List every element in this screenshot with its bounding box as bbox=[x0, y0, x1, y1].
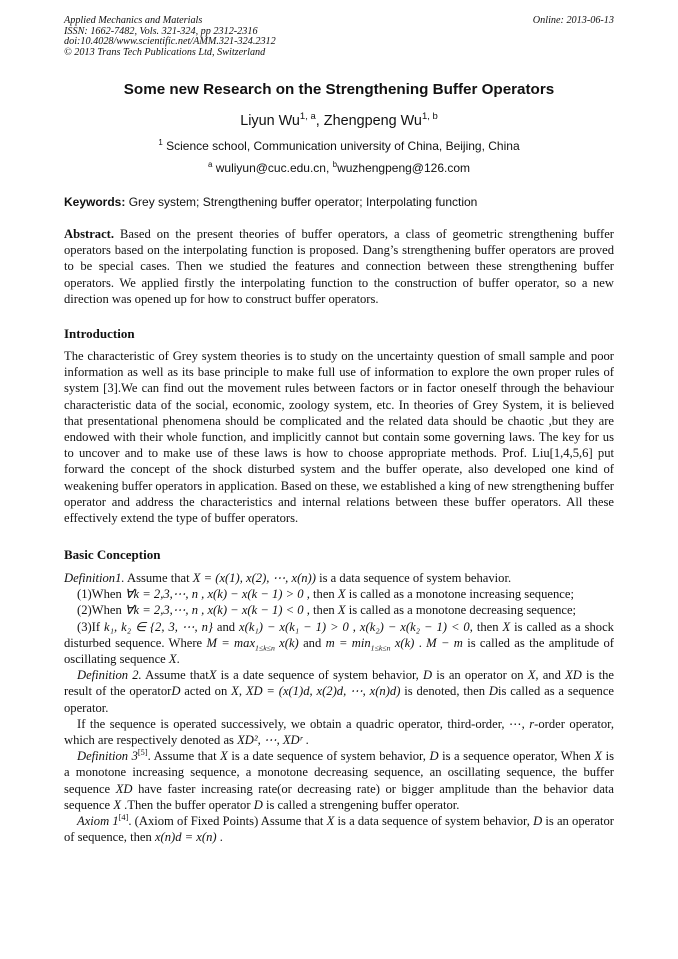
text-run: is an operator of sequence, then bbox=[64, 814, 614, 845]
symbol: D bbox=[488, 684, 498, 699]
text-run: (3)If bbox=[77, 619, 101, 634]
symbol: X bbox=[231, 684, 239, 699]
formula: M − m bbox=[426, 635, 463, 650]
condition-3 bbox=[64, 619, 614, 668]
symbol: D bbox=[171, 684, 181, 699]
subscript: 1≤k≤n bbox=[255, 643, 275, 653]
text-run: is called as a sequence operator. bbox=[64, 684, 614, 715]
symbol: X bbox=[326, 814, 335, 829]
axiom-1-label: Axiom 1 bbox=[77, 814, 119, 829]
axiom-1 bbox=[64, 813, 614, 845]
author-2: Zhengpeng Wu bbox=[323, 113, 422, 129]
text-run: then bbox=[313, 603, 335, 618]
email-a-mark: a bbox=[207, 160, 213, 169]
text-run: is the result of the operator bbox=[64, 668, 614, 699]
symbol: X bbox=[168, 652, 177, 667]
symbol: X bbox=[208, 668, 217, 683]
formula: ∀k = 2,3,⋯, n , bbox=[124, 603, 205, 618]
symbol: X bbox=[337, 603, 346, 618]
formula: x(k) − x(k − 1) > 0 , bbox=[207, 587, 310, 602]
author-separator: , bbox=[315, 113, 324, 129]
author-line bbox=[0, 113, 678, 129]
journal-copyright: © 2013 Trans Tech Publications Ltd, Switzerland bbox=[64, 46, 266, 58]
text-run: is an operator on bbox=[436, 668, 524, 683]
author-2-mark: 1, b bbox=[421, 111, 438, 123]
symbol: XD bbox=[565, 668, 582, 683]
text-run: Assume that bbox=[126, 571, 190, 585]
definition-1-label: Definition1. bbox=[64, 571, 125, 585]
text-run: x(k) bbox=[394, 635, 415, 650]
symbol: X bbox=[502, 619, 511, 634]
abstract bbox=[64, 226, 614, 307]
symbol: XD bbox=[115, 781, 133, 796]
text-run: . bbox=[305, 733, 309, 748]
text-run: x(k) bbox=[279, 635, 299, 650]
email-separator: , bbox=[325, 161, 333, 175]
definition-3 bbox=[64, 748, 614, 813]
formula: XD², ⋯, XDʳ bbox=[237, 733, 303, 748]
email-b[interactable]: wuzhengpeng@126.com bbox=[337, 161, 470, 175]
email-line bbox=[0, 161, 678, 175]
subscript: 1≤k≤n bbox=[370, 643, 391, 653]
text-run: then bbox=[313, 587, 335, 602]
text-run: . Assume that bbox=[147, 749, 217, 764]
affiliation-mark: 1 bbox=[158, 138, 163, 147]
formula: ∀k = 2,3,⋯, n , bbox=[124, 587, 205, 602]
text-run: is a sequence operator, When bbox=[442, 749, 591, 764]
symbol: D bbox=[253, 797, 263, 812]
operator-paragraph bbox=[64, 716, 614, 748]
formula: XD = (x(1)d, x(2)d, ⋯, x(n)d) bbox=[245, 684, 401, 699]
text-run: acted on bbox=[184, 684, 228, 699]
symbol: D bbox=[429, 749, 439, 764]
basic-conception-heading: Basic Conception bbox=[64, 547, 161, 562]
text-run: and bbox=[216, 619, 236, 634]
symbol: X bbox=[220, 749, 228, 764]
text-run: is a data sequence of system behavior, bbox=[337, 814, 530, 829]
formula-min bbox=[325, 635, 415, 653]
journal-issn: ISSN: 1662-7482, Vols. 321-324, pp 2312-2316 bbox=[64, 25, 258, 37]
keywords-label: Keywords: bbox=[64, 195, 126, 209]
text-run: is a date sequence of system behavior, bbox=[220, 668, 419, 683]
text-run: (1)When bbox=[77, 587, 122, 602]
text-run: is called a strengening buffer operator. bbox=[265, 797, 460, 812]
text-run: is called as the amplitude of oscillating sequence bbox=[64, 635, 614, 667]
symbol: X bbox=[337, 587, 346, 602]
online-date: Online: 2013-06-13 bbox=[532, 15, 614, 26]
text-run: . bbox=[219, 830, 223, 845]
affiliation bbox=[0, 139, 678, 153]
text-run: is a monotone increasing sequence, a monotone decreasing sequence, an oscillating sequence, the buffer sequence bbox=[64, 749, 615, 796]
text-run: If the sequence is operated successively, we obtain a quadric operator, third-order, ⋯, bbox=[77, 716, 525, 731]
text-run: , then bbox=[469, 619, 499, 634]
introduction-text: The characteristic of Grey system theories is to study on the uncertainty question of small sample and poor information as well as its base principle to make full use of information to explore the own proper rules of system [3].We can find out the movement rules between factors or in factor oneself through the behaviour characteristic data of the social, economic, zoology system, etc. In theories of Grey System, it is believed that presentational phenomena should be complicated and the related data should be chaotic ,but they are endowed with their whole function, and implicitly cannot but contain some governing laws. The key for us to uncover and to make use of these laws is how to choose appropriate methods. Prof. Liu[1,4,5,6] put forward the concept of the shock disturbed system and the buffer operate, also developed one kind of weakening buffer operators in application. Based on these, we established a king of new strengthening buffer operator and address the characteristics and internal relations between these buffer operators. All these effectively extend the type of buffer operators. bbox=[64, 349, 614, 526]
text-run: is called as a monotone decreasing sequence; bbox=[348, 603, 577, 618]
text-run: is called as a monotone increasing sequence; bbox=[348, 587, 574, 602]
text-run: . bbox=[176, 652, 180, 667]
symbol: X bbox=[594, 749, 603, 764]
definition-1 bbox=[64, 570, 614, 586]
formula: x(n)d = x(n) bbox=[154, 830, 217, 845]
symbol: D bbox=[423, 668, 433, 683]
paper-title: Some new Research on the Strengthening Buffer Operators bbox=[123, 81, 555, 98]
condition-1 bbox=[64, 586, 614, 602]
journal-header bbox=[64, 16, 276, 58]
text-run: is denoted, then bbox=[404, 684, 486, 699]
author-1-mark: 1, a bbox=[299, 111, 316, 123]
formula-max bbox=[206, 635, 299, 653]
keywords-text: Grey system; Strengthening buffer operator; Interpolating function bbox=[128, 195, 478, 209]
text-run: -order operator, which are respectively denoted as bbox=[64, 716, 615, 748]
keywords bbox=[64, 195, 614, 209]
text-run: . (Axiom of Fixed Points) Assume that bbox=[128, 814, 324, 829]
text-run: and bbox=[303, 635, 322, 650]
email-a[interactable]: wuliyun@cuc.edu.cn bbox=[215, 161, 326, 175]
author-1: Liyun Wu bbox=[240, 113, 300, 129]
journal-doi[interactable]: doi:10.4028/www.scientific.net/AMM.321-324.2312 bbox=[64, 36, 276, 48]
text-run: .Then the buffer operator bbox=[124, 797, 251, 812]
introduction-heading: Introduction bbox=[64, 326, 135, 341]
formula: x(k) − x(k − 1) < 0 , bbox=[207, 603, 310, 618]
journal-name: Applied Mechanics and Materials bbox=[64, 15, 203, 26]
basic-conception-body bbox=[64, 570, 614, 845]
affiliation-text: Science school, Communication university of China, Beijing, China bbox=[166, 139, 520, 153]
symbol: D bbox=[533, 814, 543, 829]
text-run: is a data sequence of system behavior. bbox=[319, 571, 512, 585]
formula: x(k₁) − x(k₁ − 1) > 0 , x(k₂) − x(k₂ − 1) < 0 bbox=[239, 619, 470, 634]
symbol: X bbox=[113, 797, 122, 812]
text-run: , bbox=[238, 684, 242, 699]
abstract-label: Abstract. bbox=[64, 227, 115, 241]
text-run: is called as a shock disturbed sequence. Where bbox=[64, 619, 614, 650]
formula-sequence: X = (x(1), x(2), ⋯, x(n)) bbox=[192, 571, 316, 585]
text-run: Assume that bbox=[145, 668, 209, 683]
formula: k₁, k₂ ∈ {2, 3, ⋯, n} bbox=[104, 619, 213, 634]
symbol: r bbox=[529, 716, 535, 731]
text-run: , and bbox=[535, 668, 561, 683]
citation[interactable]: [4] bbox=[118, 812, 129, 822]
text-run: . bbox=[418, 635, 422, 650]
symbol: X bbox=[527, 668, 536, 683]
definition-2 bbox=[64, 667, 614, 716]
definition-3-label: Definition 3 bbox=[77, 749, 138, 764]
text-run: is a date sequence of system behavior, bbox=[231, 749, 426, 764]
text-run: (2)When bbox=[77, 603, 122, 618]
citation[interactable]: [5] bbox=[137, 748, 148, 758]
text-run: M = max bbox=[206, 635, 256, 650]
email-b-mark: b bbox=[332, 160, 338, 169]
abstract-text: Based on the present theories of buffer operators, a class of geometric strengthening buffer operators based on the interpolating function is proposed. Dang’s strengthening buffer operators are proved to be special cases. Then we studied the features and connection between these strengthening buffer operators. We applied firstly the interpolating function to the construction of buffer operator, so a new direction was opened up for how to construct buffer operators. bbox=[64, 227, 614, 306]
text-run: have faster increasing rate(or decreasing rate) or bigger amplitude than the behavior data sequence bbox=[64, 781, 615, 812]
condition-2 bbox=[64, 602, 614, 618]
definition-2-label: Definition 2. bbox=[77, 668, 142, 683]
text-run: m = min bbox=[325, 635, 371, 650]
